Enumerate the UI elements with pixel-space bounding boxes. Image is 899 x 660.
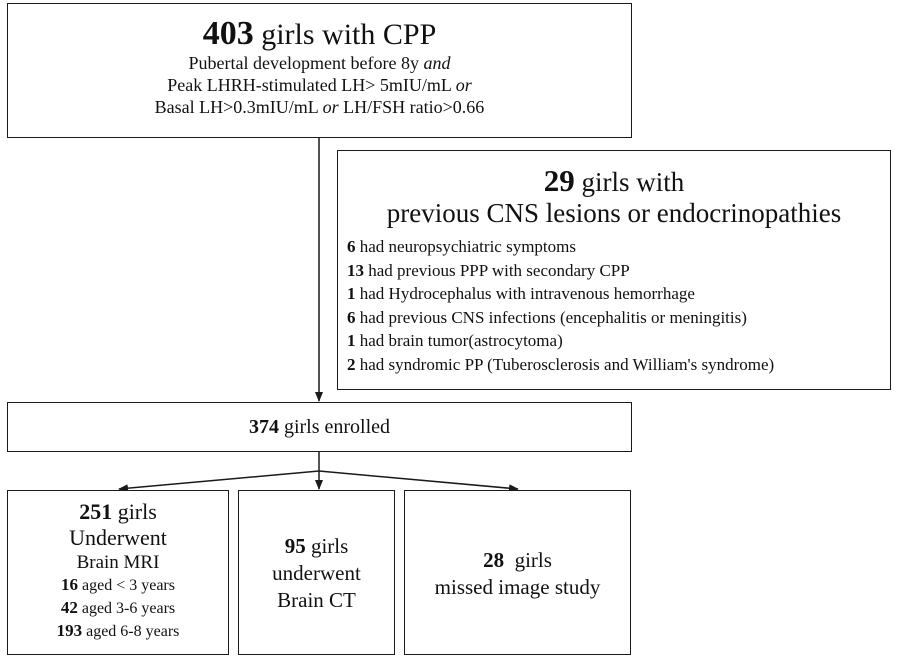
- mri-box: [7, 490, 229, 655]
- ct-box-title: 95 girls: [284, 534, 349, 558]
- cpp-criterion-3: Basal LH>0.3mIU/mL or LH/FSH ratio>0.66: [154, 97, 485, 117]
- missed-count: 28: [483, 548, 505, 572]
- exclusion-list: [347, 235, 890, 376]
- exclusion-box: [337, 150, 891, 390]
- exclusion-box-title: 29 girls with: [543, 163, 685, 198]
- enrolled-count: 374: [248, 416, 279, 438]
- cpp-criterion-1: Pubertal development before 8y and: [188, 53, 451, 73]
- missed-box: [404, 490, 631, 655]
- missed-box-title: 28 girls: [483, 548, 552, 572]
- exclusion-count: 29: [543, 163, 575, 198]
- exclusion-item: 13 had previous PPP with secondary CPP: [347, 260, 630, 280]
- ct-modality: Brain CT: [277, 588, 356, 612]
- mri-modality: Brain MRI: [76, 552, 160, 573]
- cpp-inclusion-box: [7, 3, 632, 138]
- cpp-count: 403: [202, 15, 254, 52]
- exclusion-item: 1 had Hydrocephalus with intravenous hemorrhage: [347, 284, 695, 303]
- cpp-label: girls with CPP: [253, 18, 437, 51]
- missed-description: missed image study: [434, 575, 601, 599]
- mri-age-group: 193 aged 6-8 years: [56, 621, 180, 640]
- missed-box-text: [405, 547, 630, 601]
- arrow-to-missed: [319, 471, 518, 489]
- exclusion-box-subtitle: previous CNS lesions or endocrinopathies: [386, 198, 842, 228]
- cpp-box-title: [8, 17, 631, 52]
- ct-box: [238, 490, 395, 655]
- exclusion-item: 6 had neuropsychiatric symptoms: [347, 237, 576, 256]
- enrolled-box: [7, 402, 632, 452]
- mri-box-title: 251 girls: [79, 499, 157, 524]
- mri-age-group: 42 aged 3-6 years: [60, 598, 176, 617]
- cpp-criterion-2: Peak LHRH-stimulated LH> 5mIU/mL or: [167, 75, 472, 95]
- exclusion-item: 6 had previous CNS infections (encephalitis or meningitis): [347, 307, 747, 327]
- arrow-to-mri: [119, 471, 319, 489]
- ct-count: 95: [284, 534, 306, 558]
- mri-underwent: Underwent: [69, 525, 167, 550]
- mri-age-group: 16 aged < 3 years: [61, 575, 175, 594]
- exclusion-item: 1 had brain tumor(astrocytoma): [347, 331, 563, 350]
- ct-underwent: underwent: [272, 561, 361, 585]
- exclusion-item: 2 had syndromic PP (Tuberosclerosis and William's syndrome): [347, 354, 775, 374]
- mri-count: 251: [79, 499, 113, 524]
- ct-box-text: [239, 533, 394, 614]
- enrolled-label: girls enrolled: [278, 416, 391, 438]
